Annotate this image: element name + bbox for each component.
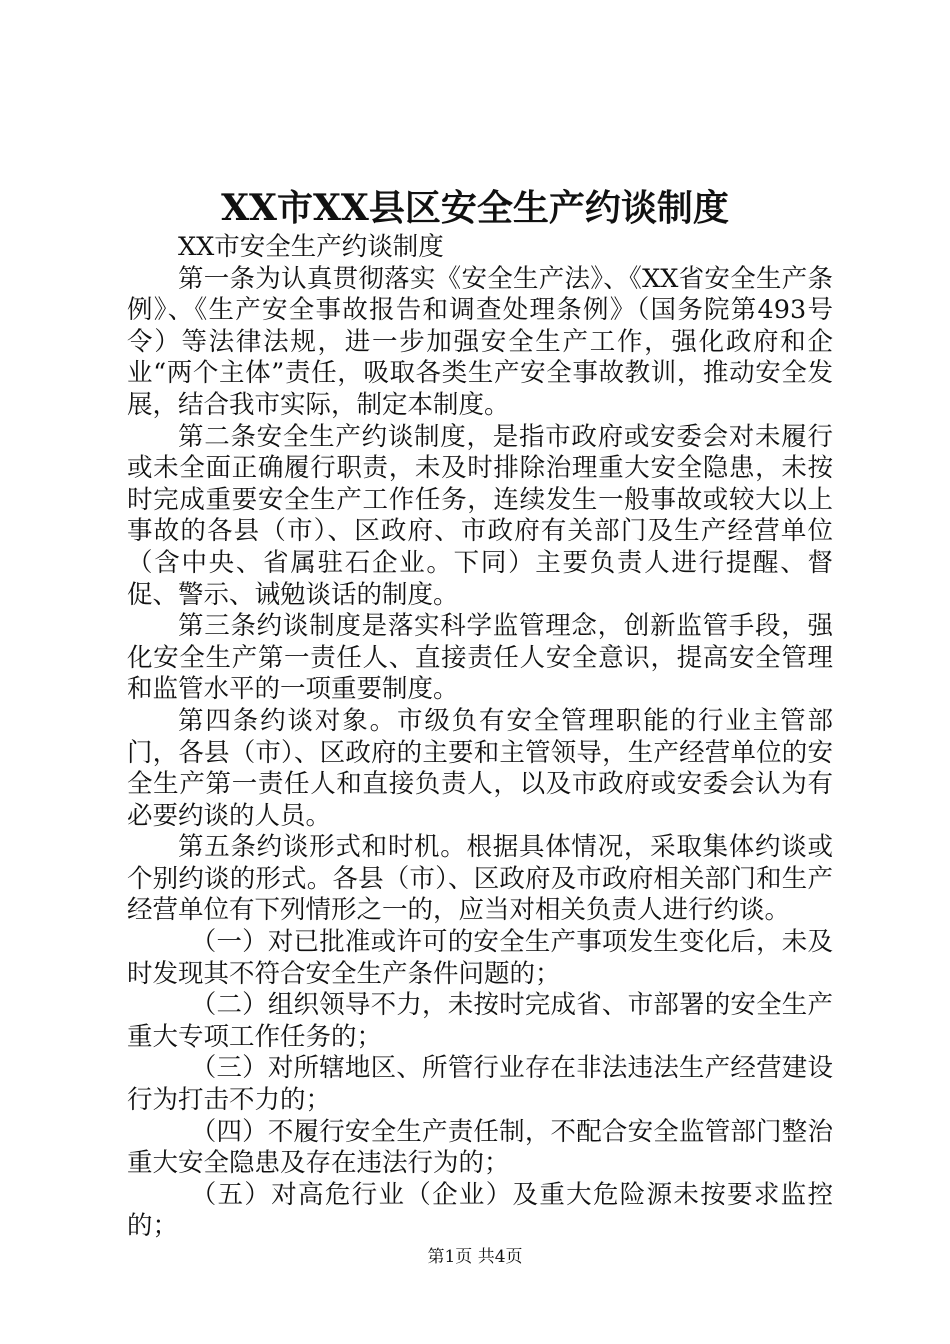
article-5-item-2: （二）组织领导不力，未按时完成省、市部署的安全生产重大专项工作任务的； bbox=[127, 990, 833, 1052]
article-2-paragraph: 第二条安全生产约谈制度，是指市政府或安委会对未履行或未全面正确履行职责，未及时排除治理重大安全隐患，未按时完成重要安全生产工作任务，连续发生一般事故或较大以上事故的各县（市）、区政府、市政府有关部门及生产经营单位（含中央、省属驻石企业。下同）主要负责人进行提醒、督促、警示、诫勉谈话的制度。 bbox=[127, 421, 833, 610]
article-5-item-4: （四）不履行安全生产责任制，不配合安全监管部门整治重大安全隐患及存在违法行为的； bbox=[127, 1116, 833, 1179]
article-5-item-5: （五）对高危行业（企业）及重大危险源未按要求监控的； bbox=[127, 1179, 833, 1242]
subtitle-paragraph: XX市安全生产约谈制度 bbox=[178, 232, 444, 262]
page-footer: 第1页 共4页 bbox=[427, 1247, 523, 1267]
article-1-paragraph: 第一条为认真贯彻落实《安全生产法》、《XX省安全生产条例》、《生产安全事故报告和调查处理条例》（国务院第493号令）等法律法规，进一步加强安全生产工作，强化政府和企业“两个主体”责任，吸取各类生产安全事故教训，推动安全发展，结合我市实际，制定本制度。 bbox=[127, 263, 833, 420]
article-5-item-3: （三）对所辖地区、所管行业存在非法违法生产经营建设行为打击不力的； bbox=[127, 1053, 833, 1116]
article-4-paragraph: 第四条约谈对象。市级负有安全管理职能的行业主管部门，各县（市）、区政府的主要和主管领导，生产经营单位的安全生产第一责任人和直接负责人，以及市政府或安委会认为有必要约谈的人员。 bbox=[127, 705, 833, 831]
document-body bbox=[127, 232, 833, 1243]
article-5-paragraph: 第五条约谈形式和时机。根据具体情况，采取集体约谈或个别约谈的形式。各县（市）、区政府及市政府相关部门和生产经营单位有下列情形之一的，应当对相关负责人进行约谈。 bbox=[127, 832, 833, 926]
document-title: XX市XX县区安全生产约谈制度 bbox=[221, 187, 729, 229]
article-3-paragraph: 第三条约谈制度是落实科学监管理念，创新监管手段，强化安全生产第一责任人、直接责任人安全意识，提高安全管理和监管水平的一项重要制度。 bbox=[127, 611, 833, 705]
article-5-item-1: （一）对已批准或许可的安全生产事项发生变化后，未及时发现其不符合安全生产条件问题的； bbox=[127, 927, 833, 989]
